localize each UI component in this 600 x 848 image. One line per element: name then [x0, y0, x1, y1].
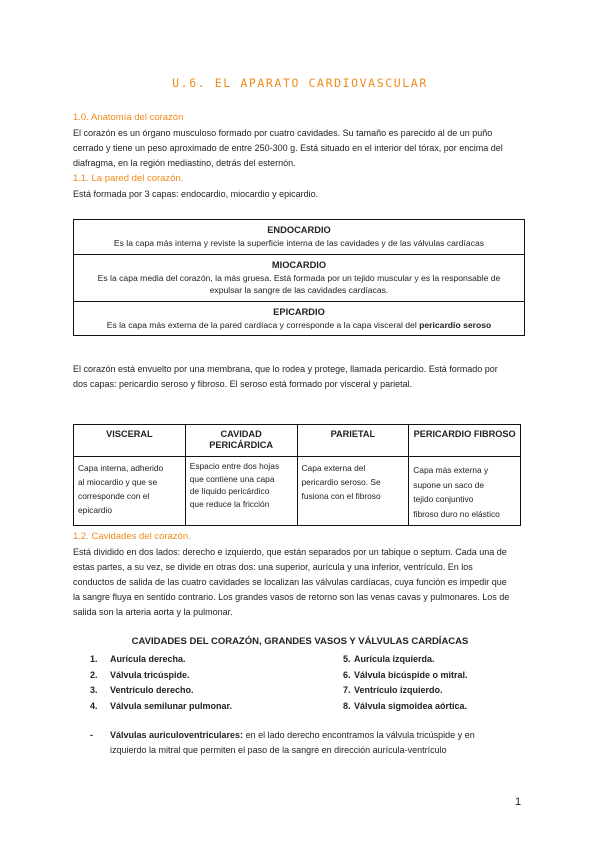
table-header-row [74, 425, 521, 457]
cell-line: supone un saco de [413, 479, 485, 490]
list-item [90, 668, 232, 684]
cell-line: Capa interna, adherido [78, 463, 164, 473]
list-label: Aurícula derecha. [110, 654, 186, 664]
layer-description: Es la capa más interna y reviste la superficie interna de las cavidades y de las válvulas cardíacas [113, 238, 485, 248]
cavities-title: CAVIDADES DEL CORAZÓN, GRANDES VASOS Y VÁLVULAS CARDÍACAS [131, 636, 469, 647]
table-cell-cavidad [185, 457, 297, 526]
page-number: 1 [515, 796, 522, 808]
list-number: 5. [343, 654, 351, 664]
cell-line: fibroso duro no elástico [413, 508, 500, 519]
list-number: 6. [343, 669, 351, 680]
table-cell-fibroso [409, 457, 521, 526]
layer-name: EPICARDIO [273, 306, 325, 317]
list-item [90, 683, 232, 699]
paragraph-line: diafragma, en la región mediastino, detrás del esternón. [73, 158, 296, 168]
list-label: Válvula tricúspide. [110, 669, 190, 680]
cell-line: Espacio entre dos hojas [189, 461, 280, 471]
layer-description: Es la capa media del corazón, la más gruesa. Está formada por un tejido muscular y es la responsable de [97, 272, 501, 283]
cell-line: pericardio seroso. Se [301, 477, 381, 487]
cavidades-paragraph [73, 545, 533, 620]
paragraph-line: cerrado y tiene un peso aproximado de entre 250-300 g. Está situado en el interior del tórax, por encima del [73, 143, 503, 153]
paragraph-line: El corazón es un órgano musculoso formado por cuatro cavidades. Su tamaño es parecido al de un puño [73, 128, 493, 138]
list-number: 1. [90, 654, 98, 664]
paragraph-line: salida son la arteria aorta y la pulmonar. [73, 607, 233, 617]
pericardio-table [73, 424, 521, 526]
list-number: 7. [343, 685, 351, 695]
table-cell-parietal [297, 457, 409, 526]
list-label: Válvula bicúspide o mitral. [354, 669, 468, 680]
list-label: Aurícula izquierda. [354, 654, 435, 664]
cavities-list-left [90, 652, 232, 714]
layer-description: expulsar la sangre de las cavidades cardíacas. [209, 285, 389, 295]
list-item [90, 699, 232, 715]
table-header-fibroso: PERICARDIO FIBROSO [409, 425, 521, 457]
layer-epicardio [74, 301, 524, 336]
list-number: 4. [90, 700, 98, 711]
list-item [90, 652, 232, 668]
paragraph-line: Está dividido en dos lados: derecho e izquierdo, que están separados por un tabique o septum. Cada una de [73, 547, 507, 557]
layer-description-bold: pericardio seroso [419, 319, 492, 330]
paragraph-line: estas partes, a su vez, se divide en otras dos: una superior, aurícula y una inferior, ventrículo. En los [73, 562, 473, 572]
cell-line: al miocardio y que se [78, 477, 158, 487]
cell-line: de líquido pericárdico [189, 486, 270, 496]
cell-line: corresponde con el [78, 491, 150, 501]
bullet-marker: - [90, 730, 93, 740]
list-label: Ventrículo derecho. [110, 685, 194, 695]
list-label: Ventrículo izquierdo. [354, 685, 443, 695]
cell-line: fusiona con el fibroso [301, 491, 381, 501]
paragraph-line: conductos de salida de las cuatro cavidades se localizan las válvulas cardíacas, cuya función es impedir que [73, 577, 507, 587]
paragraph-line: dos capas: pericardio seroso y fibroso. El seroso está formado por visceral y parietal. [73, 379, 413, 389]
layer-description [82, 319, 516, 332]
page-title: U.6. EL APARATO CARDIOVASCULAR [172, 76, 428, 90]
list-label: Válvula sigmoidea aórtica. [354, 700, 468, 711]
cell-line: que contiene una capa [189, 473, 275, 484]
table-row [74, 457, 521, 526]
cell-line: Capa más externa y [413, 465, 489, 475]
anatomia-paragraph [73, 126, 533, 171]
list-item [343, 668, 468, 684]
heart-layers-table [73, 219, 525, 336]
layer-name: ENDOCARDIO [267, 225, 331, 235]
layer-description-text: Es la capa más externa de la pared cardíaca y corresponde a la capa visceral del [106, 319, 420, 330]
list-item [343, 683, 468, 699]
cell-line: Capa externa del [301, 463, 366, 473]
table-cell-visceral [74, 457, 186, 526]
list-item [343, 699, 468, 715]
paragraph-line: El corazón está envuelto por una membrana, que lo rodea y protege, llamada pericardio. Está formado por [73, 364, 498, 374]
bullet-text: en el lado derecho encontramos la válvula tricúspide y en [243, 730, 475, 740]
cell-line: tejido conjuntivo [413, 494, 474, 504]
list-label: Válvula semilunar pulmonar. [110, 700, 233, 711]
list-item [343, 652, 468, 668]
pericardio-paragraph [73, 362, 533, 392]
table-header-visceral: VISCERAL [74, 425, 186, 457]
list-number: 2. [90, 669, 98, 680]
section-heading-pared: 1.1. La pared del corazón. [73, 173, 184, 184]
section-heading-anatomia: 1.0. Anatomía del corazón [73, 112, 184, 123]
cell-line: epicardio [78, 505, 112, 515]
layer-name: MIOCARDIO [271, 259, 327, 270]
pared-intro: Está formada por 3 capas: endocardio, miocardio y epicardio. [73, 189, 319, 199]
table-header-cavidad: CAVIDAD PERICÁRDICA [185, 425, 297, 457]
cell-line: que reduce la fricción [189, 498, 270, 509]
paragraph-line: la sangre fluya en sentido contrario. Los grandes vasos de retorno son las venas cavas y pulmonares. Los de [73, 592, 510, 602]
list-number: 8. [343, 700, 351, 711]
bullet-bold: Válvulas auriculoventriculares: [110, 730, 244, 740]
layer-miocardio [74, 254, 524, 301]
bullet-item [90, 728, 530, 758]
layer-endocardio [74, 220, 524, 254]
cavities-list-right [343, 652, 468, 714]
bullet-line2: izquierdo la mitral que permiten el paso de la sangre en dirección aurícula-ventrículo [110, 745, 447, 755]
section-heading-cavidades: 1.2. Cavidades del corazón. [73, 531, 191, 542]
table-header-parietal: PARIETAL [297, 425, 409, 457]
list-number: 3. [90, 685, 98, 695]
